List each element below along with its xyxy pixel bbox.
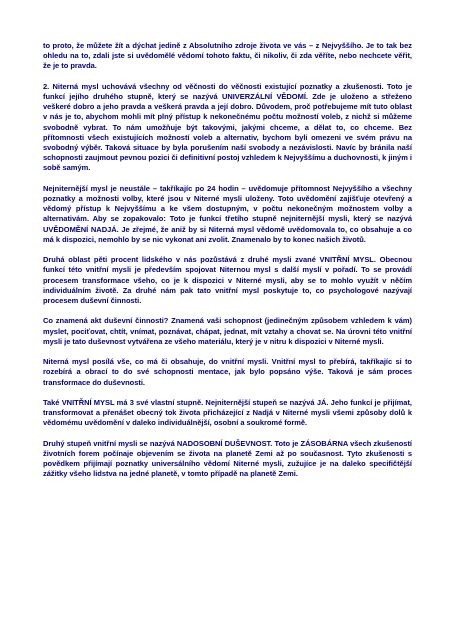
paragraph-innermost-mind-third-degree: Nejniternější mysl je neustále – takříkajíc po 24 hodin – uvědomuje přítomnost Nejvyššího a všechny poznatky a možnosti volby, které jsou v Niterné mysli uloženy. Toto uvědomění zajišťuje otevřený a vědomý přístup k Nejvyššímu a ke všem dostupným, v počtu nekonečným možnostem volby a alternativám. Aby se zopakovalo: Toto je funkcí třetího stupně nejniternější mysli, který se nazývá UVĚDOMĚNÍ NADJÁ. Je zřejmé, že aniž by si Niterná mysl vědomě uvědomovala to, co obsahuje a co má k dispozici, nemohlo by se nic vykonat ani zvolit. Znamenalo by to konec našich životů. [43,183,412,244]
paragraph-inner-mind-degrees: Také VNITŘNÍ MYSL má 3 své vlastní stupně. Nejniternější stupeň se nazývá JÁ. Jeho funkcí je přijímat, transformovat a přenášet obecný tok života přicházející z Nadjá v Niterné mysli všemi způsoby dolů k vědomému uvědomění v daleko individuálnější, osobní a soukromé formě. [43,398,412,428]
paragraph-transpersonal-mentality: Druhý stupeň vnitřní mysli se nazývá NADOSOBNÍ DUŠEVNOST. Toto je ZÁSOBÁRNA všech zkušeností životních forem počínaje objevením se života na planetě Zemi až po současnost. Tyto zkušenosti s povědkem přijímají poznatky universálního vědomí Niterné mysli, zužujíce je na daleko specifičtější zážitky všeho lidstva na jedné planetě, v tomto případě na planetě Zemi. [43,438,412,479]
paragraph-innermost-mind-second-degree: 2. Niterná mysl uchovává všechny od věčnosti do věčnosti existující poznatky a zkušenosti. Toto je funkcí jejího druhého stupně, který se nazývá UNIVERZÁLNÍ VĚDOMÍ. Zde je uloženo a střeženo veškeré dobro a jeho pravda a veškerá pravda a její dobro. Důvodem, proč potřebujeme mít tuto oblast v nás je to, abychom mohli mít plný přístup k nekonečnému počtu možností voleb, z nichž si můžeme svobodně vybrat. To nám umožňuje být takovými, jakými chceme, a dělat to, co chceme. Bez přítomnosti všech existujících možností voleb a alternativ, bychom byli omezeni ve svém právu na svobodný výběr. Taková situace by byla porušením naší svobody a nezávislosti. Navíc by bránila naší schopnosti zaujmout pevnou pozici či definitivní postoj vzhledem k Nejvyššímu a duchovnosti, k jiným i sobě samým. [43,81,412,173]
paragraph-mentation: Co znamená akt duševní činnosti? Znamená vaši schopnost (jedinečným způsobem vzhledem k vám) myslet, pociťovat, chtít, vnímat, poznávat, chápat, jednat, mít vztahy a chovat se. Na úrovni této vnitřní mysli je tato duševnost vytvářena ze všeho materiálu, který je v nitru k dispozici v Niterné mysli. [43,316,412,346]
paragraph-transformation: Niterná mysl posílá vše, co má či obsahuje, do vnitřní mysli. Vnitřní mysl to přebírá, takříkajíc si to rozebírá a obrací to do své schopnosti mentace, jak bylo popsáno výše. Taková je sám proces transformace do duševnosti. [43,357,412,387]
paragraph-inner-mind: Druhá oblast pěti procent lidského v nás pozůstává z druhé mysli zvané VNITŘNÍ MYSL. Obecnou funkcí této vnitřní mysli je především spojovat Niternou mysl s další myslí v pořadí. To se provádí procesem transformace všeho, co je k dispozici v Niterné mysli, aby se to mohlo využít v něčím individuálním životě. Za druhé nám pak tato vnitřní mysl poskytuje to, co psychologové nazývají procesem duševní činnosti. [43,255,412,306]
paragraph-continuation: to proto, že můžete žít a dýchat jedině z Absolutního zdroje života ve vás – z Nejvyššího. Je to tak bez ohledu na to, zdali jste si uvědomělé vědomí tohoto faktu, či nikoliv, či zda věříte, nebo nechcete věřit, že je to pravda. [43,41,412,71]
